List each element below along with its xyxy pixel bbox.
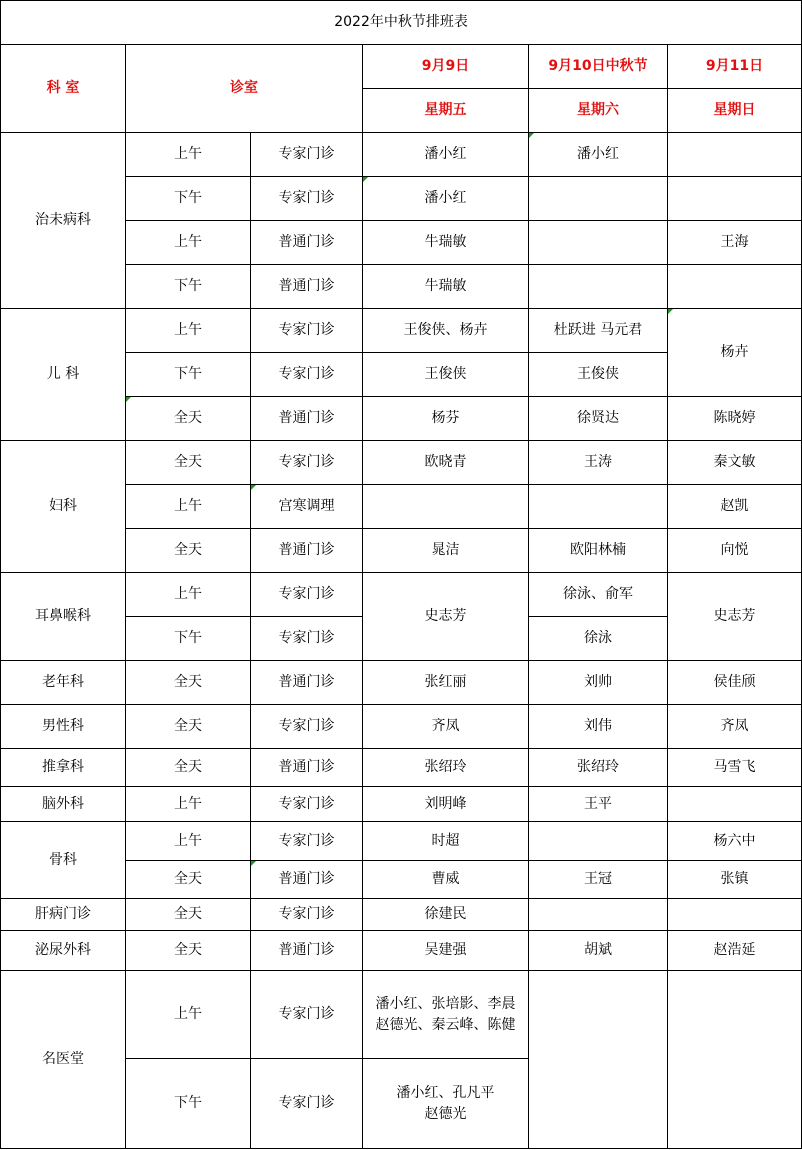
doctor-cell: 刘明峰 [363, 787, 529, 822]
dept-cell: 骨科 [1, 822, 126, 899]
doctor-cell: 赵浩延 [668, 931, 802, 971]
doctor-cell [363, 1059, 529, 1149]
dept-cell: 耳鼻喉科 [1, 573, 126, 661]
table-row [1, 931, 802, 971]
room-cell: 专家门诊 [251, 353, 363, 397]
time-cell: 下午 [126, 353, 251, 397]
doctor-cell: 刘伟 [529, 705, 668, 749]
time-cell: 上午 [126, 221, 251, 265]
room-cell: 专家门诊 [251, 573, 363, 617]
doctor-cell [668, 177, 802, 221]
doctor-cell: 张绍玲 [529, 749, 668, 787]
doctor-cell: 张镇 [668, 861, 802, 899]
doctor-cell: 秦文敏 [668, 441, 802, 485]
doctor-cell: 王俊侠 [529, 353, 668, 397]
doctor-cell: 杜跃进 马元君 [529, 309, 668, 353]
time-cell: 全天 [126, 529, 251, 573]
time-cell: 全天 [126, 397, 251, 441]
room-cell: 专家门诊 [251, 309, 363, 353]
doctor-cell: 王涛 [529, 441, 668, 485]
doctor-cell: 欧阳林楠 [529, 529, 668, 573]
room-cell: 普通门诊 [251, 931, 363, 971]
time-cell: 全天 [126, 899, 251, 931]
table-row [1, 787, 802, 822]
doctor-cell: 潘小红 [363, 177, 529, 221]
room-cell: 专家门诊 [251, 1059, 363, 1149]
dept-cell: 脑外科 [1, 787, 126, 822]
doctor-cell: 陈晓婷 [668, 397, 802, 441]
doctor-cell: 晁洁 [363, 529, 529, 573]
doctor-cell: 徐泳、俞军 [529, 573, 668, 617]
page-title: 2022年中秋节排班表 [1, 1, 802, 45]
doctor-cell [529, 177, 668, 221]
doctor-cell: 马雪飞 [668, 749, 802, 787]
header-weekday: 星期六 [529, 89, 668, 133]
header-clinic: 诊室 [126, 45, 363, 133]
doctor-cell: 杨卉 [668, 309, 802, 397]
time-cell: 上午 [126, 822, 251, 861]
time-cell: 下午 [126, 177, 251, 221]
doctor-cell: 徐贤达 [529, 397, 668, 441]
time-cell: 全天 [126, 705, 251, 749]
time-cell: 下午 [126, 1059, 251, 1149]
doctor-cell: 曹威 [363, 861, 529, 899]
table-row [1, 749, 802, 787]
doctor-cell: 赵凯 [668, 485, 802, 529]
doctor-line: 潘小红、孔凡平 [396, 1084, 495, 1101]
room-cell: 普通门诊 [251, 265, 363, 309]
room-cell: 专家门诊 [251, 617, 363, 661]
room-cell: 专家门诊 [251, 787, 363, 822]
room-cell: 宫寒调理 [251, 485, 363, 529]
time-cell: 上午 [126, 787, 251, 822]
time-cell: 全天 [126, 749, 251, 787]
dept-cell: 泌尿外科 [1, 931, 126, 971]
header-dept: 科 室 [1, 45, 126, 133]
dept-cell: 肝病门诊 [1, 899, 126, 931]
dept-cell: 老年科 [1, 661, 126, 705]
doctor-cell [668, 265, 802, 309]
doctor-cell [363, 485, 529, 529]
dept-cell: 名医堂 [1, 971, 126, 1149]
doctor-cell: 王俊侠、杨卉 [363, 309, 529, 353]
doctor-cell [668, 787, 802, 822]
time-cell: 上午 [126, 573, 251, 617]
room-cell: 专家门诊 [251, 971, 363, 1059]
doctor-cell [529, 899, 668, 931]
doctor-cell: 张红丽 [363, 661, 529, 705]
room-cell: 普通门诊 [251, 397, 363, 441]
dept-cell: 推拿科 [1, 749, 126, 787]
header-weekday: 星期日 [668, 89, 802, 133]
table-row [1, 661, 802, 705]
doctor-cell [529, 822, 668, 861]
table-row [1, 705, 802, 749]
doctor-cell [668, 899, 802, 931]
doctor-cell [529, 485, 668, 529]
dept-cell: 儿 科 [1, 309, 126, 441]
doctor-cell: 吴建强 [363, 931, 529, 971]
time-cell: 全天 [126, 441, 251, 485]
header-date: 9月9日 [363, 45, 529, 89]
doctor-cell: 时超 [363, 822, 529, 861]
doctor-cell [668, 133, 802, 177]
doctor-cell: 齐凤 [668, 705, 802, 749]
time-cell: 下午 [126, 265, 251, 309]
time-cell: 上午 [126, 133, 251, 177]
room-cell: 专家门诊 [251, 899, 363, 931]
table-row [1, 899, 802, 931]
doctor-cell: 潘小红 [529, 133, 668, 177]
doctor-cell [668, 971, 802, 1149]
doctor-cell: 张绍玲 [363, 749, 529, 787]
room-cell: 专家门诊 [251, 177, 363, 221]
doctor-cell: 杨六中 [668, 822, 802, 861]
doctor-line: 潘小红、张培影、李晨 [375, 995, 516, 1012]
time-cell: 全天 [126, 661, 251, 705]
table-row [1, 822, 802, 861]
room-cell: 普通门诊 [251, 221, 363, 265]
room-cell: 普通门诊 [251, 749, 363, 787]
doctor-cell: 刘帅 [529, 661, 668, 705]
doctor-cell: 齐凤 [363, 705, 529, 749]
time-cell: 下午 [126, 617, 251, 661]
doctor-cell: 侯佳颀 [668, 661, 802, 705]
doctor-cell: 欧晓青 [363, 441, 529, 485]
doctor-cell [529, 265, 668, 309]
dept-cell: 治未病科 [1, 133, 126, 309]
table-row [1, 309, 802, 353]
table-row [1, 441, 802, 485]
doctor-cell: 徐泳 [529, 617, 668, 661]
doctor-cell: 王冠 [529, 861, 668, 899]
header-weekday: 星期五 [363, 89, 529, 133]
header-date: 9月11日 [668, 45, 802, 89]
room-cell: 专家门诊 [251, 705, 363, 749]
doctor-line: 赵德光 [424, 1105, 467, 1122]
doctor-line: 赵德光、秦云峰、陈健 [375, 1016, 516, 1033]
doctor-cell: 史志芳 [668, 573, 802, 661]
time-cell: 上午 [126, 485, 251, 529]
doctor-cell: 徐建民 [363, 899, 529, 931]
doctor-cell: 王平 [529, 787, 668, 822]
doctor-cell: 王俊侠 [363, 353, 529, 397]
doctor-cell: 牛瑞敏 [363, 221, 529, 265]
time-cell: 全天 [126, 931, 251, 971]
doctor-cell: 牛瑞敏 [363, 265, 529, 309]
room-cell: 专家门诊 [251, 133, 363, 177]
doctor-cell: 王海 [668, 221, 802, 265]
table-row [1, 573, 802, 617]
room-cell: 专家门诊 [251, 441, 363, 485]
time-cell: 全天 [126, 861, 251, 899]
room-cell: 普通门诊 [251, 661, 363, 705]
room-cell: 普通门诊 [251, 529, 363, 573]
time-cell: 上午 [126, 309, 251, 353]
doctor-cell [529, 971, 668, 1149]
doctor-cell: 胡斌 [529, 931, 668, 971]
doctor-cell [363, 971, 529, 1059]
doctor-cell: 潘小红 [363, 133, 529, 177]
table-row [1, 133, 802, 177]
doctor-cell: 杨芬 [363, 397, 529, 441]
doctor-cell [529, 221, 668, 265]
dept-cell: 妇科 [1, 441, 126, 573]
header-date: 9月10日中秋节 [529, 45, 668, 89]
room-cell: 普通门诊 [251, 861, 363, 899]
time-cell: 上午 [126, 971, 251, 1059]
room-cell: 专家门诊 [251, 822, 363, 861]
doctor-cell: 向悦 [668, 529, 802, 573]
dept-cell: 男性科 [1, 705, 126, 749]
table-row [1, 971, 802, 1059]
doctor-cell: 史志芳 [363, 573, 529, 661]
